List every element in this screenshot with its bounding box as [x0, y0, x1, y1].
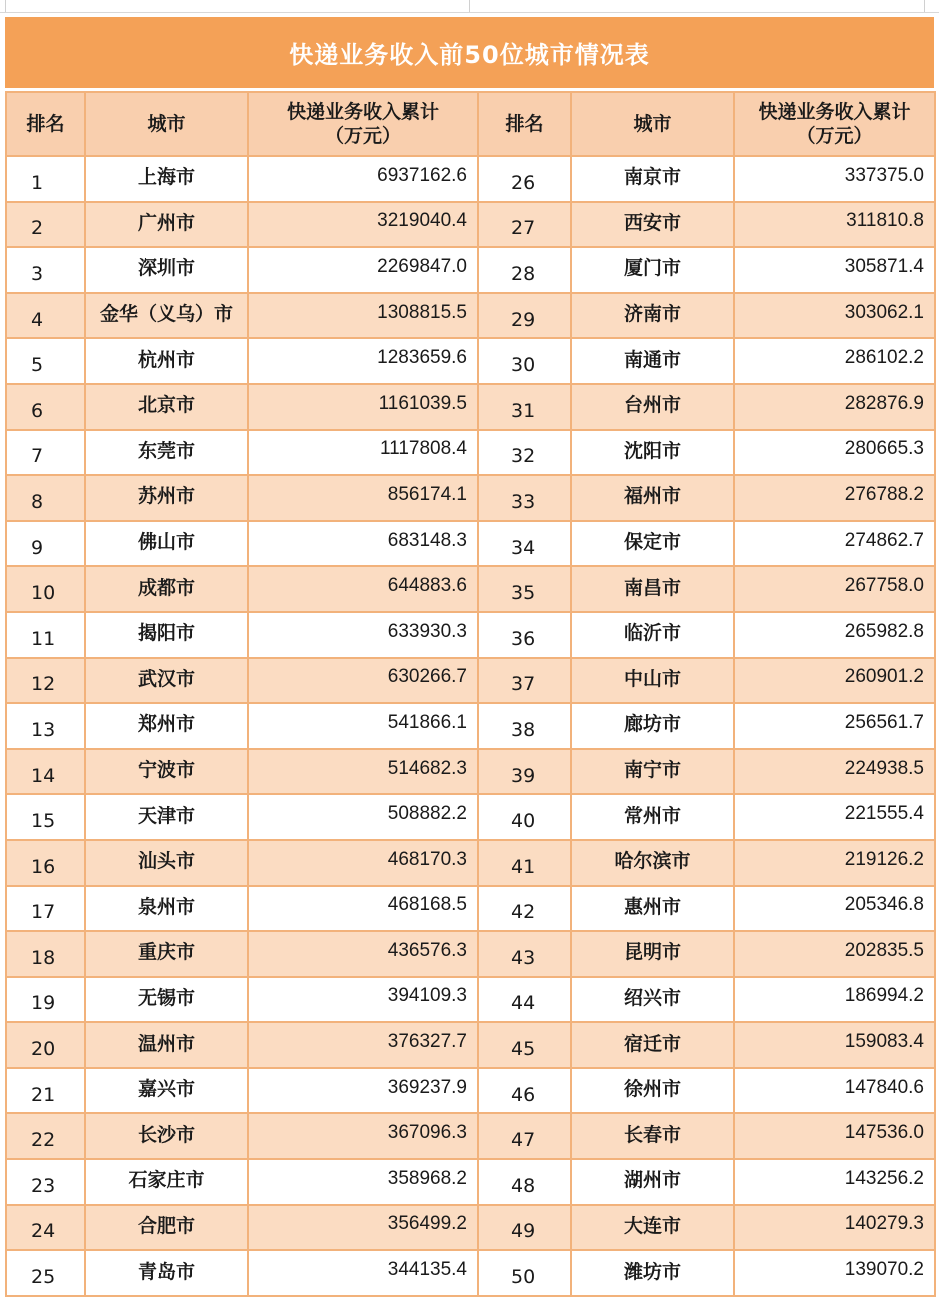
revenue-cell: 344135.4: [248, 1250, 478, 1296]
table-row: [6, 247, 935, 293]
revenue-cell: 644883.6: [248, 566, 478, 612]
city-cell: 武汉市: [85, 658, 248, 704]
rank-cell: 37: [478, 658, 571, 704]
revenue-cell: 265982.8: [734, 612, 935, 658]
city-cell: 郑州市: [85, 703, 248, 749]
city-cell: 南宁市: [571, 749, 734, 795]
table-row: [6, 156, 935, 202]
rank-cell: 45: [478, 1022, 571, 1068]
rank-cell: 16: [6, 840, 85, 886]
revenue-cell: 256561.7: [734, 703, 935, 749]
rank-cell: 43: [478, 931, 571, 977]
revenue-cell: 221555.4: [734, 794, 935, 840]
rank-cell: 40: [478, 794, 571, 840]
city-cell: 杭州市: [85, 338, 248, 384]
city-cell: 保定市: [571, 521, 734, 567]
city-cell: 深圳市: [85, 247, 248, 293]
table-row: [6, 1205, 935, 1251]
rank-cell: 25: [6, 1250, 85, 1296]
revenue-cell: 6937162.6: [248, 156, 478, 202]
city-cell: 廊坊市: [571, 703, 734, 749]
header-rank: 排名: [6, 92, 85, 156]
revenue-cell: 282876.9: [734, 384, 935, 430]
revenue-cell: 376327.7: [248, 1022, 478, 1068]
rank-cell: 9: [6, 521, 85, 567]
city-cell: 苏州市: [85, 475, 248, 521]
rank-cell: 36: [478, 612, 571, 658]
table-row: [6, 612, 935, 658]
revenue-cell: 202835.5: [734, 931, 935, 977]
rank-cell: 7: [6, 430, 85, 476]
city-cell: 成都市: [85, 566, 248, 612]
express-revenue-sheet: [5, 17, 934, 1297]
table-row: [6, 1159, 935, 1205]
revenue-cell: 280665.3: [734, 430, 935, 476]
city-cell: 南昌市: [571, 566, 734, 612]
rank-cell: 8: [6, 475, 85, 521]
city-cell: 常州市: [571, 794, 734, 840]
rank-cell: 11: [6, 612, 85, 658]
revenue-cell: 186994.2: [734, 977, 935, 1023]
city-cell: 湖州市: [571, 1159, 734, 1205]
table-row: [6, 1113, 935, 1159]
revenue-cell: 311810.8: [734, 202, 935, 248]
city-cell: 南通市: [571, 338, 734, 384]
city-cell: 大连市: [571, 1205, 734, 1251]
rank-cell: 2: [6, 202, 85, 248]
city-cell: 东莞市: [85, 430, 248, 476]
city-cell: 徐州市: [571, 1068, 734, 1114]
table-row: [6, 430, 935, 476]
city-cell: 长沙市: [85, 1113, 248, 1159]
city-cell: 惠州市: [571, 886, 734, 932]
city-cell: 哈尔滨市: [571, 840, 734, 886]
revenue-cell: 276788.2: [734, 475, 935, 521]
table-row: [6, 749, 935, 795]
revenue-cell: 2269847.0: [248, 247, 478, 293]
revenue-cell: 303062.1: [734, 293, 935, 339]
city-cell: 沈阳市: [571, 430, 734, 476]
revenue-cell: 286102.2: [734, 338, 935, 384]
revenue-cell: 508882.2: [248, 794, 478, 840]
rank-cell: 20: [6, 1022, 85, 1068]
rank-cell: 48: [478, 1159, 571, 1205]
city-cell: 宁波市: [85, 749, 248, 795]
city-cell: 台州市: [571, 384, 734, 430]
rank-cell: 44: [478, 977, 571, 1023]
revenue-cell: 630266.7: [248, 658, 478, 704]
table-row: [6, 384, 935, 430]
revenue-cell: 1308815.5: [248, 293, 478, 339]
revenue-cell: 683148.3: [248, 521, 478, 567]
header-city: 城市: [85, 92, 248, 156]
city-cell: 济南市: [571, 293, 734, 339]
table-row: [6, 1022, 935, 1068]
rank-cell: 1: [6, 156, 85, 202]
revenue-cell: 267758.0: [734, 566, 935, 612]
city-cell: 佛山市: [85, 521, 248, 567]
city-cell: 揭阳市: [85, 612, 248, 658]
table-row: [6, 566, 935, 612]
city-cell: 广州市: [85, 202, 248, 248]
rank-cell: 39: [478, 749, 571, 795]
rank-cell: 6: [6, 384, 85, 430]
revenue-cell: 219126.2: [734, 840, 935, 886]
rank-cell: 47: [478, 1113, 571, 1159]
revenue-cell: 633930.3: [248, 612, 478, 658]
revenue-cell: 514682.3: [248, 749, 478, 795]
revenue-cell: 1117808.4: [248, 430, 478, 476]
rank-cell: 41: [478, 840, 571, 886]
table-row: [6, 202, 935, 248]
revenue-cell: 3219040.4: [248, 202, 478, 248]
revenue-cell: 159083.4: [734, 1022, 935, 1068]
header-row: [6, 92, 935, 156]
rank-cell: 38: [478, 703, 571, 749]
revenue-cell: 205346.8: [734, 886, 935, 932]
city-cell: 汕头市: [85, 840, 248, 886]
rank-cell: 31: [478, 384, 571, 430]
rank-cell: 10: [6, 566, 85, 612]
rank-cell: 26: [478, 156, 571, 202]
revenue-cell: 468170.3: [248, 840, 478, 886]
rank-cell: 17: [6, 886, 85, 932]
rank-cell: 32: [478, 430, 571, 476]
rank-cell: 28: [478, 247, 571, 293]
rank-cell: 42: [478, 886, 571, 932]
rank-cell: 46: [478, 1068, 571, 1114]
rank-cell: 19: [6, 977, 85, 1023]
ruler-tick: [469, 0, 470, 12]
table-row: [6, 293, 935, 339]
table-row: [6, 521, 935, 567]
rank-cell: 4: [6, 293, 85, 339]
table-row: [6, 475, 935, 521]
city-cell: 长春市: [571, 1113, 734, 1159]
revenue-cell: 436576.3: [248, 931, 478, 977]
rank-cell: 14: [6, 749, 85, 795]
table-body: [6, 156, 935, 1296]
city-cell: 南京市: [571, 156, 734, 202]
city-cell: 福州市: [571, 475, 734, 521]
ruler-tick: [5, 0, 6, 12]
city-cell: 西安市: [571, 202, 734, 248]
city-cell: 合肥市: [85, 1205, 248, 1251]
revenue-cell: 356499.2: [248, 1205, 478, 1251]
table-row: [6, 1250, 935, 1296]
revenue-cell: 394109.3: [248, 977, 478, 1023]
rank-cell: 24: [6, 1205, 85, 1251]
revenue-cell: 139070.2: [734, 1250, 935, 1296]
spreadsheet-top-ruler: [0, 0, 939, 13]
revenue-cell: 468168.5: [248, 886, 478, 932]
table-row: [6, 658, 935, 704]
rank-cell: 33: [478, 475, 571, 521]
city-cell: 上海市: [85, 156, 248, 202]
city-cell: 无锡市: [85, 977, 248, 1023]
rank-cell: 34: [478, 521, 571, 567]
header-revenue: 快递业务收入累计 （万元）: [248, 92, 478, 156]
revenue-cell: 147840.6: [734, 1068, 935, 1114]
rank-cell: 35: [478, 566, 571, 612]
city-cell: 潍坊市: [571, 1250, 734, 1296]
table-row: [6, 1068, 935, 1114]
city-cell: 临沂市: [571, 612, 734, 658]
revenue-cell: 274862.7: [734, 521, 935, 567]
rank-cell: 23: [6, 1159, 85, 1205]
rank-cell: 27: [478, 202, 571, 248]
rank-cell: 50: [478, 1250, 571, 1296]
table-row: [6, 338, 935, 384]
revenue-cell: 147536.0: [734, 1113, 935, 1159]
rank-cell: 22: [6, 1113, 85, 1159]
city-cell: 宿迁市: [571, 1022, 734, 1068]
rank-cell: 18: [6, 931, 85, 977]
revenue-cell: 337375.0: [734, 156, 935, 202]
revenue-cell: 358968.2: [248, 1159, 478, 1205]
city-cell: 金华（义乌）市: [85, 293, 248, 339]
table-row: [6, 886, 935, 932]
revenue-cell: 1283659.6: [248, 338, 478, 384]
rank-cell: 3: [6, 247, 85, 293]
revenue-cell: 856174.1: [248, 475, 478, 521]
city-cell: 温州市: [85, 1022, 248, 1068]
city-cell: 天津市: [85, 794, 248, 840]
header-revenue-right: 快递业务收入累计 （万元）: [734, 92, 935, 156]
revenue-cell: 224938.5: [734, 749, 935, 795]
city-cell: 中山市: [571, 658, 734, 704]
rank-cell: 21: [6, 1068, 85, 1114]
table-row: [6, 931, 935, 977]
ruler-tick: [924, 0, 925, 12]
table-title: 快递业务收入前50位城市情况表: [5, 17, 934, 88]
revenue-cell: 140279.3: [734, 1205, 935, 1251]
revenue-cell: 541866.1: [248, 703, 478, 749]
header-city-right: 城市: [571, 92, 734, 156]
revenue-cell: 1161039.5: [248, 384, 478, 430]
revenue-cell: 143256.2: [734, 1159, 935, 1205]
rank-cell: 13: [6, 703, 85, 749]
rank-cell: 15: [6, 794, 85, 840]
revenue-cell: 305871.4: [734, 247, 935, 293]
rank-cell: 5: [6, 338, 85, 384]
city-cell: 厦门市: [571, 247, 734, 293]
rank-cell: 49: [478, 1205, 571, 1251]
city-revenue-table: [5, 91, 936, 1297]
table-row: [6, 703, 935, 749]
rank-cell: 29: [478, 293, 571, 339]
city-cell: 石家庄市: [85, 1159, 248, 1205]
revenue-cell: 260901.2: [734, 658, 935, 704]
city-cell: 青岛市: [85, 1250, 248, 1296]
table-row: [6, 977, 935, 1023]
table-row: [6, 840, 935, 886]
city-cell: 北京市: [85, 384, 248, 430]
table-row: [6, 794, 935, 840]
header-rank-right: 排名: [478, 92, 571, 156]
revenue-cell: 367096.3: [248, 1113, 478, 1159]
city-cell: 重庆市: [85, 931, 248, 977]
revenue-cell: 369237.9: [248, 1068, 478, 1114]
rank-cell: 30: [478, 338, 571, 384]
rank-cell: 12: [6, 658, 85, 704]
city-cell: 泉州市: [85, 886, 248, 932]
city-cell: 嘉兴市: [85, 1068, 248, 1114]
city-cell: 绍兴市: [571, 977, 734, 1023]
city-cell: 昆明市: [571, 931, 734, 977]
